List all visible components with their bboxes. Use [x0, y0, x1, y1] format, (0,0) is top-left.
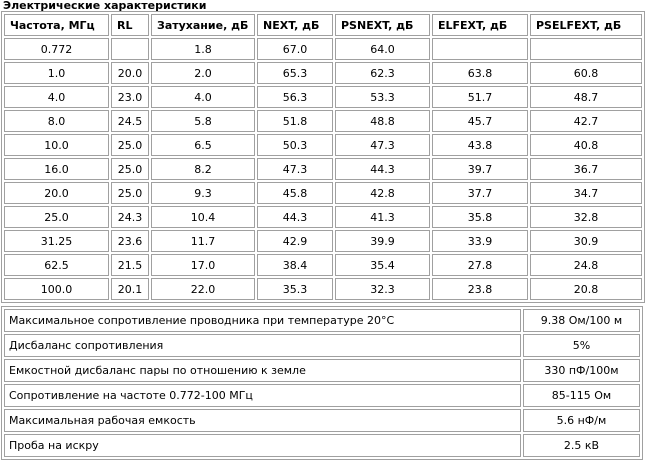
table-cell: 25.0	[4, 206, 109, 228]
table-row	[4, 182, 642, 204]
property-name: Дисбаланс сопротивления	[4, 334, 521, 357]
table-cell: 22.0	[151, 278, 255, 300]
table-cell: 6.5	[151, 134, 255, 156]
table-cell: 30.9	[530, 230, 642, 252]
table-cell: 64.0	[335, 38, 430, 60]
properties-table-body	[4, 309, 640, 457]
table-cell: 44.3	[257, 206, 333, 228]
table-cell: 24.5	[111, 110, 149, 132]
table-cell: 8.0	[4, 110, 109, 132]
property-value: 5%	[523, 334, 640, 357]
table-cell: 9.3	[151, 182, 255, 204]
property-value: 330 пФ/100м	[523, 359, 640, 382]
table-cell: 65.3	[257, 62, 333, 84]
table-cell: 39.9	[335, 230, 430, 252]
table-cell: 67.0	[257, 38, 333, 60]
table-cell: 48.7	[530, 86, 642, 108]
table-cell: 20.0	[4, 182, 109, 204]
table-cell	[530, 38, 642, 60]
table-cell: 23.8	[432, 278, 528, 300]
table-cell: 25.0	[111, 158, 149, 180]
table-cell: 38.4	[257, 254, 333, 276]
table-header-row	[4, 14, 642, 36]
table-cell: 42.7	[530, 110, 642, 132]
table-cell: 34.7	[530, 182, 642, 204]
column-header: RL	[111, 14, 149, 36]
table-cell: 4.0	[4, 86, 109, 108]
property-name: Максимальное сопротивление проводника при температуре 20°C	[4, 309, 521, 332]
table-cell: 56.3	[257, 86, 333, 108]
table-cell: 39.7	[432, 158, 528, 180]
spec-table	[1, 11, 645, 303]
column-header: NEXT, дБ	[257, 14, 333, 36]
table-row	[4, 254, 642, 276]
table-cell: 42.8	[335, 182, 430, 204]
table-cell: 25.0	[111, 182, 149, 204]
property-name: Максимальная рабочая емкость	[4, 409, 521, 432]
table-row	[4, 62, 642, 84]
table-cell: 23.0	[111, 86, 149, 108]
table-cell: 20.1	[111, 278, 149, 300]
table-row	[4, 86, 642, 108]
table-cell: 23.6	[111, 230, 149, 252]
table-cell: 42.9	[257, 230, 333, 252]
table-cell: 24.8	[530, 254, 642, 276]
table-row	[4, 110, 642, 132]
table-cell	[111, 38, 149, 60]
property-name: Емкостной дисбаланс пары по отношению к земле	[4, 359, 521, 382]
property-row	[4, 384, 640, 407]
table-cell: 44.3	[335, 158, 430, 180]
table-cell: 36.7	[530, 158, 642, 180]
table-cell: 21.5	[111, 254, 149, 276]
table-cell: 47.3	[335, 134, 430, 156]
property-row	[4, 334, 640, 357]
table-cell: 32.3	[335, 278, 430, 300]
table-cell: 62.3	[335, 62, 430, 84]
table-cell: 40.8	[530, 134, 642, 156]
table-cell: 2.0	[151, 62, 255, 84]
property-name: Сопротивление на частоте 0.772-100 МГц	[4, 384, 521, 407]
table-cell: 33.9	[432, 230, 528, 252]
table-cell: 24.3	[111, 206, 149, 228]
table-cell: 35.4	[335, 254, 430, 276]
property-name: Проба на искру	[4, 434, 521, 457]
table-cell: 31.25	[4, 230, 109, 252]
table-cell: 45.8	[257, 182, 333, 204]
section-title: Электрические характеристики	[3, 0, 207, 12]
property-row	[4, 309, 640, 332]
table-cell: 100.0	[4, 278, 109, 300]
table-cell: 0.772	[4, 38, 109, 60]
table-cell: 32.8	[530, 206, 642, 228]
table-row	[4, 158, 642, 180]
properties-table	[1, 306, 643, 460]
spec-table-body	[4, 38, 642, 300]
table-cell: 35.3	[257, 278, 333, 300]
property-row	[4, 359, 640, 382]
table-row	[4, 134, 642, 156]
table-cell: 27.8	[432, 254, 528, 276]
property-row	[4, 434, 640, 457]
table-cell: 8.2	[151, 158, 255, 180]
table-cell: 51.8	[257, 110, 333, 132]
property-row	[4, 409, 640, 432]
table-cell: 37.7	[432, 182, 528, 204]
table-cell: 35.8	[432, 206, 528, 228]
column-header: PSNEXT, дБ	[335, 14, 430, 36]
property-value: 85-115 Ом	[523, 384, 640, 407]
table-cell: 17.0	[151, 254, 255, 276]
table-cell: 16.0	[4, 158, 109, 180]
table-cell: 4.0	[151, 86, 255, 108]
table-cell: 63.8	[432, 62, 528, 84]
table-cell: 5.8	[151, 110, 255, 132]
table-cell: 1.8	[151, 38, 255, 60]
table-cell: 20.8	[530, 278, 642, 300]
property-value: 2.5 кВ	[523, 434, 640, 457]
property-value: 9.38 Ом/100 м	[523, 309, 640, 332]
property-value: 5.6 нФ/м	[523, 409, 640, 432]
table-cell: 43.8	[432, 134, 528, 156]
table-cell: 60.8	[530, 62, 642, 84]
column-header: Затухание, дБ	[151, 14, 255, 36]
table-cell	[432, 38, 528, 60]
table-cell: 25.0	[111, 134, 149, 156]
table-cell: 20.0	[111, 62, 149, 84]
table-cell: 62.5	[4, 254, 109, 276]
table-row	[4, 230, 642, 252]
table-row	[4, 278, 642, 300]
table-row	[4, 38, 642, 60]
table-cell: 48.8	[335, 110, 430, 132]
table-cell: 1.0	[4, 62, 109, 84]
table-cell: 10.0	[4, 134, 109, 156]
table-cell: 53.3	[335, 86, 430, 108]
table-cell: 10.4	[151, 206, 255, 228]
table-cell: 47.3	[257, 158, 333, 180]
table-cell: 11.7	[151, 230, 255, 252]
table-row	[4, 206, 642, 228]
table-cell: 51.7	[432, 86, 528, 108]
table-cell: 50.3	[257, 134, 333, 156]
column-header: Частота, МГц	[4, 14, 109, 36]
table-cell: 45.7	[432, 110, 528, 132]
column-header: ELFEXT, дБ	[432, 14, 528, 36]
column-header: PSELFEXT, дБ	[530, 14, 642, 36]
table-cell: 41.3	[335, 206, 430, 228]
